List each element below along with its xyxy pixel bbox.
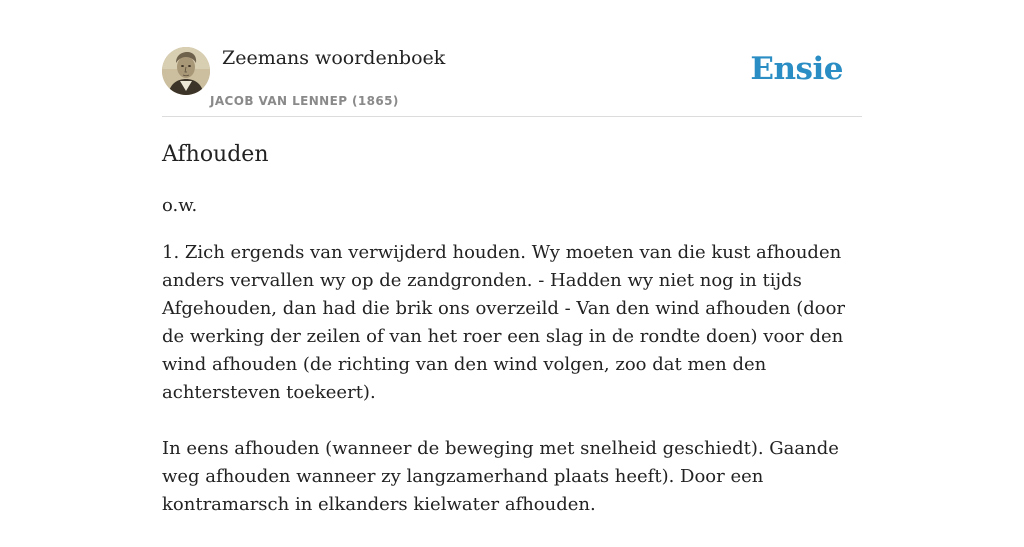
definition-paragraph: In eens afhouden (wanneer de beweging met snelheid geschiedt). Gaande weg afhouden wanneer zy langzamerhand plaats heeft). Door een kontramarsch in elkanders kielwater afhouden. <box>162 438 839 515</box>
dictionary-header <box>162 46 862 117</box>
entry-title: Afhouden <box>162 142 269 167</box>
book-title[interactable]: Zeemans woordenboek <box>222 47 446 69</box>
definition-text <box>162 239 862 547</box>
part-of-speech: o.w. <box>162 195 198 216</box>
author-name: JACOB VAN LENNEP (1865) <box>210 94 399 108</box>
definition-paragraph: 1. Zich ergends van verwijderd houden. Wy moeten van die kust afhouden anders vervallen wy op de zandgronden. - Hadden wy niet nog in tijds Afgehouden, dan had die brik ons overzeild - Van den wind afhouden (door de werking der zeilen of van het roer een slag in de rondte doen) voor den wind afhouden (de richting van den wind volgen, zoo dat men den achtersteven toekeert). <box>162 242 846 403</box>
ensie-logo[interactable]: Ensie <box>750 51 843 87</box>
portrait-icon <box>162 47 210 95</box>
author-portrait <box>162 47 210 95</box>
